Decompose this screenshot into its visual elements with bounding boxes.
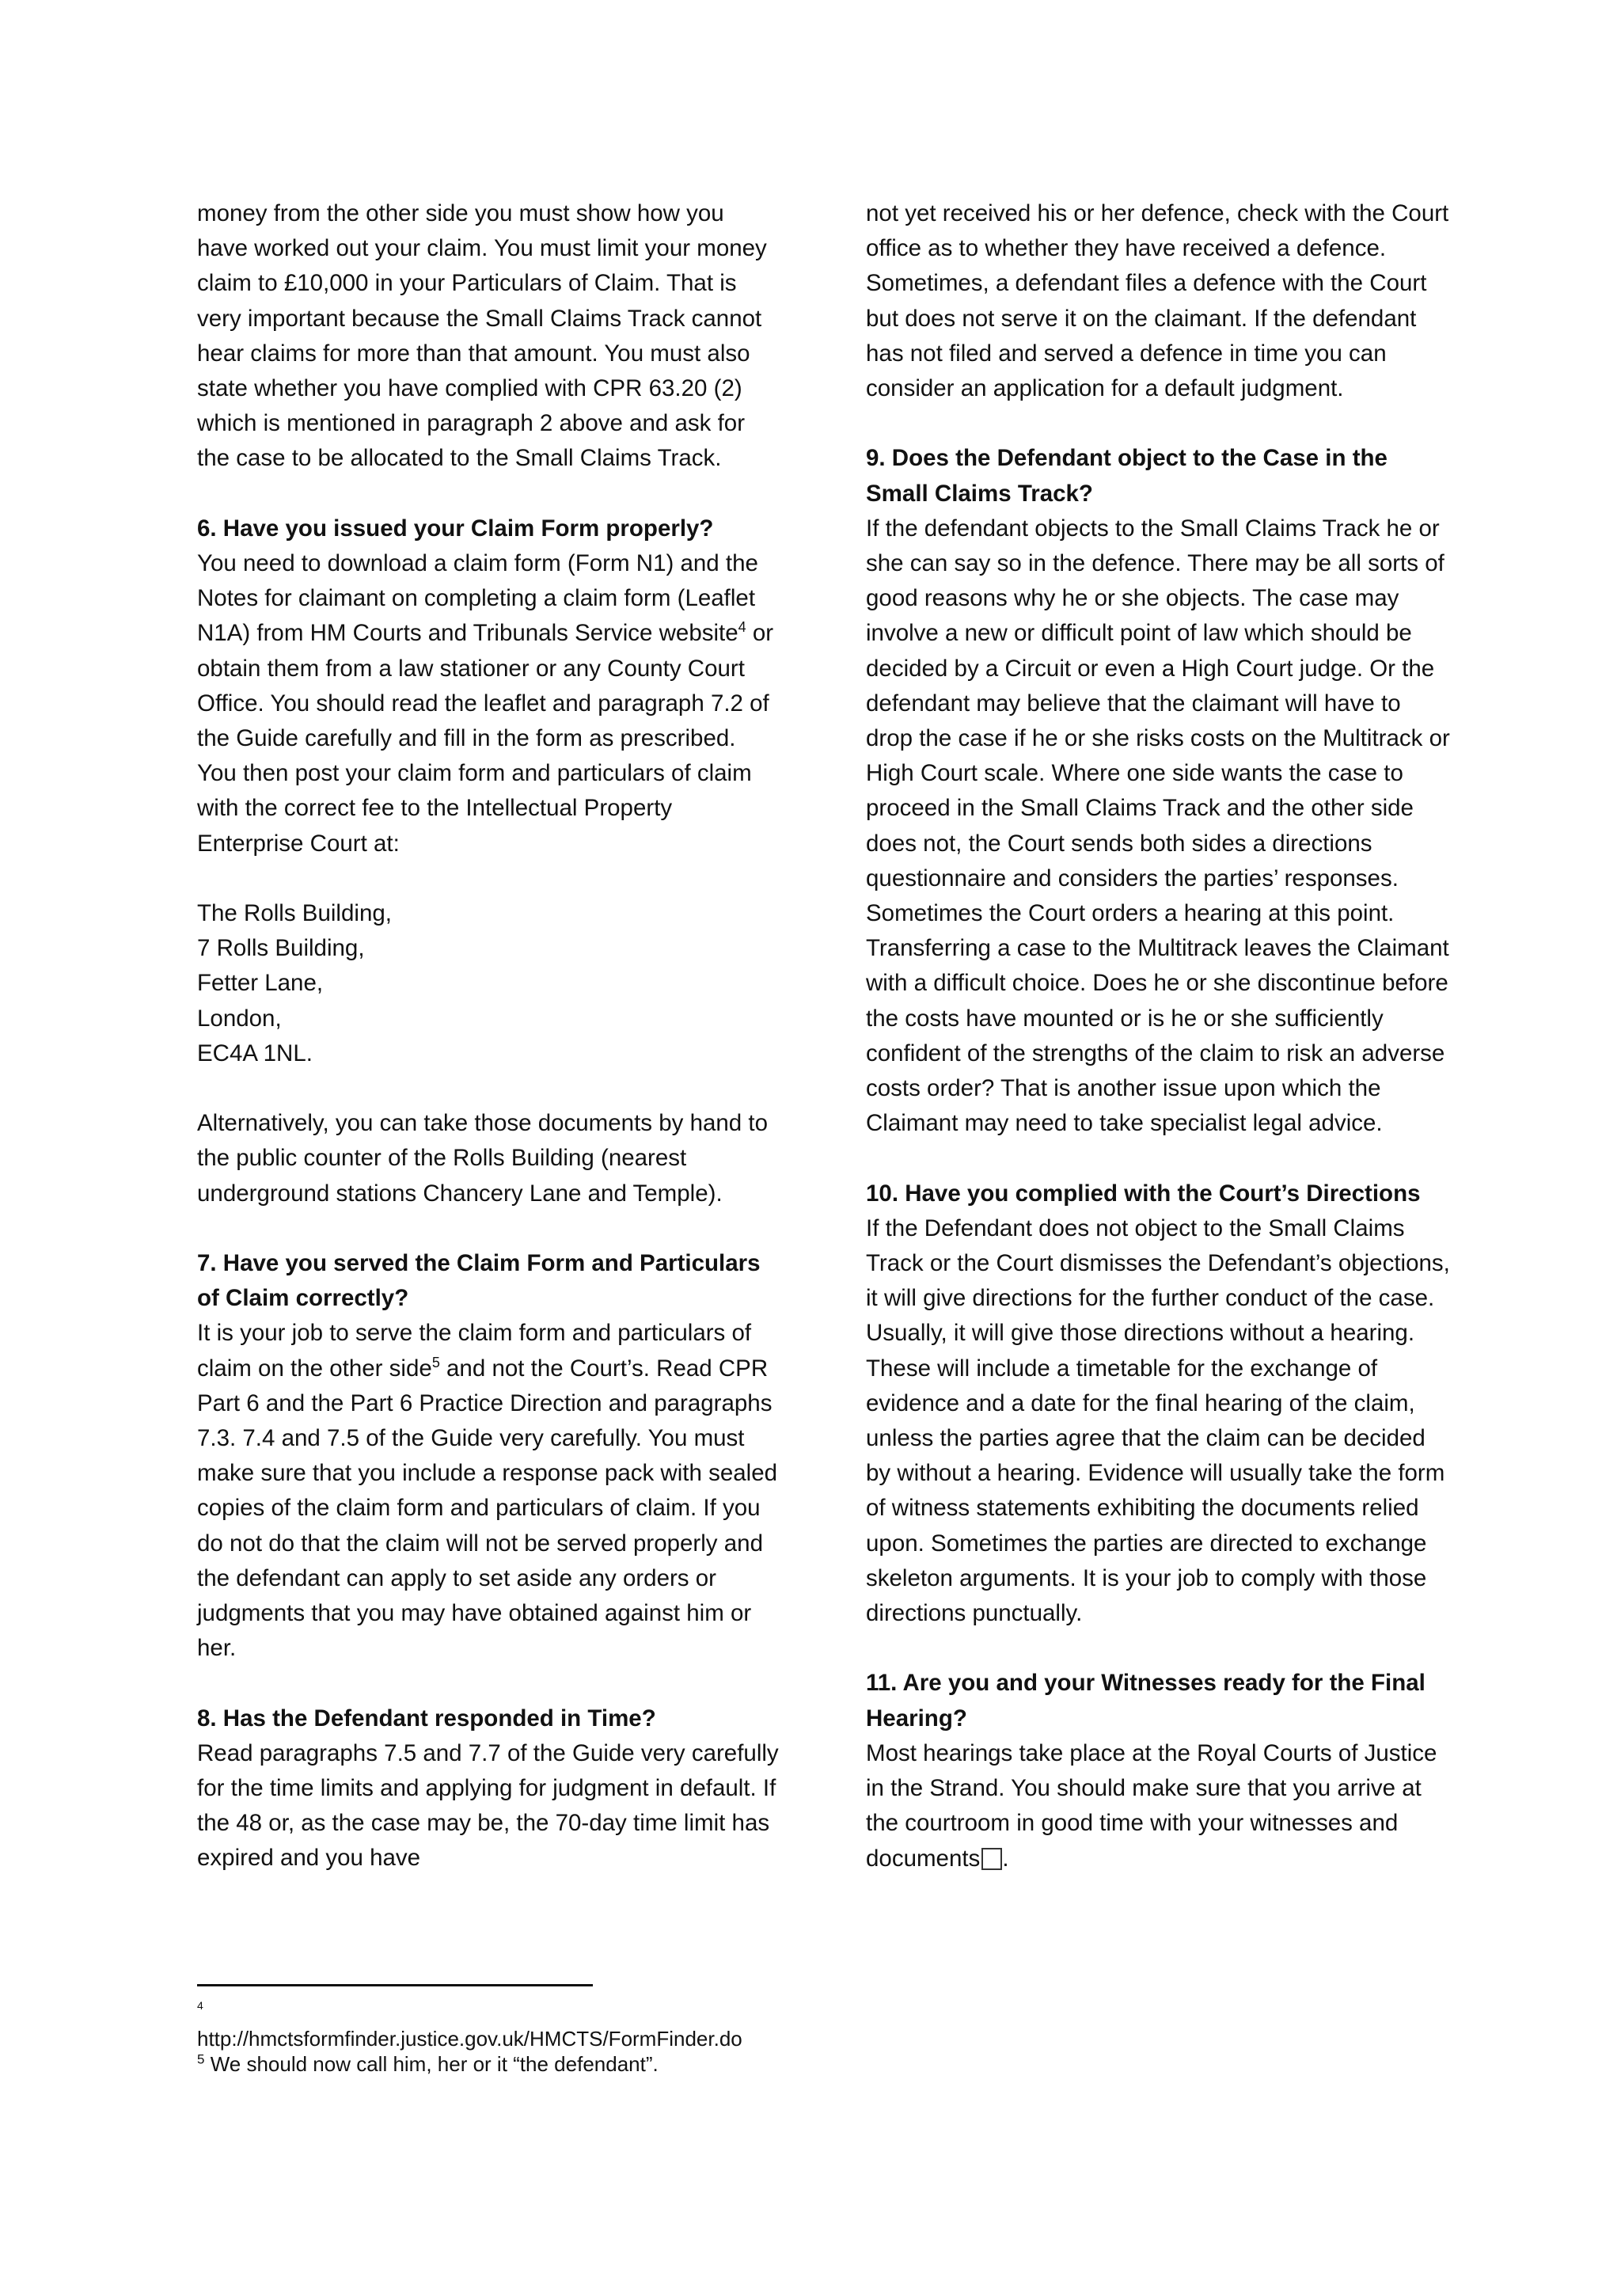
section-11-heading: 11. Are you and your Witnesses ready for the Final Hearing?: [866, 1670, 1425, 1732]
paragraph-continued: money from the other side you must show how you have worked out your claim. You must limit your money claim to £10,000 in your Particulars of Claim. That is very important because the Small Claims Track cannot hear claims for more than that amount. You must also state whether you have complied with CPR 63.20 (2) which is mentioned in paragraph 2 above and ask for the case to be allocated to the Small Claims Track.: [197, 200, 767, 472]
paragraph-gap: [197, 477, 779, 511]
section-6-body: [197, 546, 779, 861]
section-9-body: If the defendant objects to the Small Claims Track he or she can say so in the defence. There may be all sorts of good reasons why he or she objects. The case may involve a new or difficult point of law which should be decided by a Circuit or even a High Court judge. Or the defendant may believe that the claimant will have to drop the case if he or she risks costs on the Multitrack or High Court scale. Where one side wants the case to proceed in the Small Claims Track and the other side does not, the Court sends both sides a directions questionnaire and considers the parties’ responses. Sometimes the Court orders a hearing at this point. Transferring a case to the Multitrack leaves the Claimant with a difficult choice. Does he or she discontinue before the costs have mounted or is he or she sufficiently confident of the strengths of the claim to risk an adverse costs order? That is another issue upon which the Claimant may need to take specialist legal advice.: [866, 515, 1450, 1137]
section-10-heading: 10. Have you complied with the Court’s Directions: [866, 1180, 1421, 1207]
section-11-end-punctuation: .: [1002, 1845, 1009, 1872]
section-8-continued: not yet received his or her defence, check with the Court office as to whether they have received a defence. Sometimes, a defendant files a defence with the Court but does not serve it on the claimant. If the defendant has not filed and served a defence in time you can consider an application for a default judgment.: [866, 200, 1449, 402]
right-column: [866, 196, 1452, 1876]
footnote-separator: [197, 1984, 593, 1986]
section-6-body-text-b: or obtain them from a law stationer or any County Court Office. You should read the leaflet and paragraph 7.2 of the Guide carefully and fill in the form as prescribed. You then post your claim form and particulars of claim with the correct fee to the Intellectual Property Enterprise Court at:: [197, 620, 774, 857]
footnote-5: [197, 2051, 783, 2077]
section-11-body: [866, 1736, 1452, 1876]
footnote-ref-4[interactable]: 4: [738, 619, 746, 636]
paragraph-gap: [866, 406, 1452, 441]
section-7-body-text-b: and not the Court’s. Read CPR Part 6 and the Part 6 Practice Direction and paragraphs 7.3. 7.4 and 7.5 of the Guide very carefully. You must make sure that you include a response pack with sealed copies of the claim form and particulars of claim. If you do not do that the claim will not be served properly and the defendant can apply to set aside any orders or judgments that you may have obtained against him or her.: [197, 1355, 778, 1662]
section-6-body-text-a: You need to download a claim form (Form N1) and the Notes for claimant on completing a claim form (Leaflet N1A) from HM Courts and Tribunals Service website: [197, 550, 758, 647]
court-address: [197, 896, 779, 1071]
footnote-ref-5[interactable]: 5: [431, 1354, 440, 1370]
section-7-body-text-a: It is your job to serve the claim form and particulars of claim on the other side: [197, 1320, 752, 1382]
paragraph-gap: [866, 1631, 1452, 1666]
section-8-heading: 8. Has the Defendant responded in Time?: [197, 1705, 656, 1732]
address-line: Fetter Lane,: [197, 970, 324, 997]
footnote-4-link[interactable]: http://hmctsformfinder.justice.gov.uk/HMCTS/FormFinder.do: [197, 2027, 742, 2051]
section-7-body: [197, 1316, 779, 1666]
address-line: London,: [197, 1005, 282, 1032]
section-10-body: If the Defendant does not object to the Small Claims Track or the Court dismisses the Defendant’s objections, it will give directions for the further conduct of the case. Usually, it will give those directions without a hearing. These will include a timetable for the exchange of evidence and a date for the final hearing of the claim, unless the parties agree that the claim can be decided by without a hearing. Evidence will usually take the form of witness statements exhibiting the documents relied upon. Sometimes the parties are directed to exchange skeleton arguments. It is your job to comply with those directions punctually.: [866, 1215, 1450, 1627]
footnote-5-marker: 5: [197, 2051, 205, 2067]
section-6-alternative: Alternatively, you can take those documents by hand to the public counter of the Rolls Building (nearest underground stations Chancery Lane and Temple).: [197, 1110, 768, 1207]
footnote-4-marker: 4: [197, 1999, 203, 2012]
address-line: 7 Rolls Building,: [197, 935, 365, 962]
paragraph-gap: [197, 1211, 779, 1246]
paragraph-gap: [197, 1071, 779, 1106]
paragraph-gap: [197, 1666, 779, 1701]
paragraph-gap: [866, 1141, 1452, 1176]
section-9-heading: 9. Does the Defendant object to the Case in the Small Claims Track?: [866, 445, 1388, 507]
left-column: [197, 196, 779, 1876]
paragraph-gap: [197, 861, 779, 896]
footnotes: [197, 1984, 783, 2077]
footnote-5-text: We should now call him, her or it “the defendant”.: [204, 2052, 659, 2076]
section-11-body-text: Most hearings take place at the Royal Courts of Justice in the Strand. You should make sure that you arrive at the courtroom in good time with your witnesses and documents: [866, 1739, 1437, 1872]
address-line: EC4A 1NL.: [197, 1040, 313, 1066]
section-7-heading: 7. Have you served the Claim Form and Particulars of Claim correctly?: [197, 1250, 761, 1312]
section-8-body: Read paragraphs 7.5 and 7.7 of the Guide very carefully for the time limits and applying for judgment in default. If the 48 or, as the case may be, the 70-day time limit has expired and you have: [197, 1739, 779, 1872]
section-6-heading: 6. Have you issued your Claim Form properly?: [197, 515, 714, 542]
address-line: The Rolls Building,: [197, 900, 392, 927]
text-cursor-box-icon: [981, 1848, 1002, 1870]
